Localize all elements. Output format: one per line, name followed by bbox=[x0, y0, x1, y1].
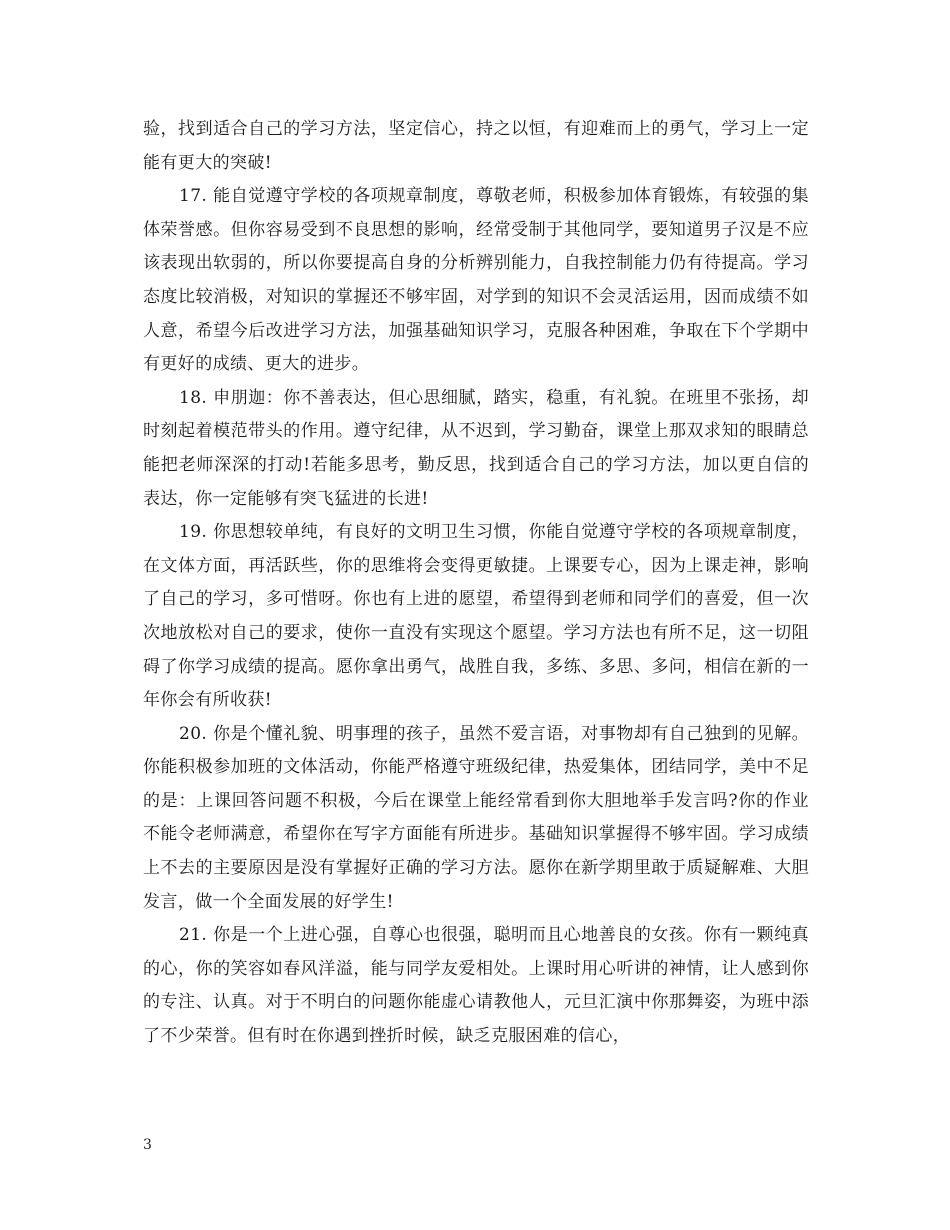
page-body bbox=[143, 113, 809, 1054]
paragraph-comment-19: 19. 你思想较单纯，有良好的文明卫生习惯，你能自觉遵守学校的各项规章制度，在文体方面，再活跃些，你的思维将会变得更敏捷。上课要专心，因为上课走神，影响了自己的学习，多可惜呀。你也有上进的愿望，希望得到老师和同学们的喜爱，但一次次地放松对自己的要求，使你一直没有实现这个愿望。学习方法也有所不足，这一切阻碍了你学习成绩的提高。愿你拿出勇气，战胜自我，多练、多思、多问，相信在新的一年你会有所收获! bbox=[143, 522, 809, 711]
paragraph-comment-17: 17. 能自觉遵守学校的各项规章制度，尊敬老师，积极参加体育锻炼，有较强的集体荣誉感。但你容易受到不良思想的影响，经常受制于其他同学，要知道男子汉是不应该表现出软弱的，所以你要提高自身的分析辨别能力，自我控制能力仍有待提高。学习态度比较消极，对知识的掌握还不够牢固，对学到的知识不会灵活运用，因而成绩不如人意，希望今后改进学习方法，加强基础知识学习，克服各种困难，争取在下个学期中有更好的成绩、更大的进步。 bbox=[143, 186, 809, 375]
paragraph-comment-20: 20. 你是个懂礼貌、明事理的孩子，虽然不爱言语，对事物却有自己独到的见解。你能积极参加班的文体活动，你能严格遵守班级纪律，热爱集体，团结同学，美中不足的是：上课回答问题不积极，今后在课堂上能经常看到你大胆地举手发言吗?你的作业不能令老师满意，希望你在写字方面能有所进步。基础知识掌握得不够牢固。学习成绩上不去的主要原因是没有掌握好正确的学习方法。愿你在新学期里敢于质疑解难、大胆发言，做一个全面发展的好学生! bbox=[143, 723, 809, 912]
page-number: 3 bbox=[143, 1137, 152, 1153]
paragraph-comment-21: 21. 你是一个上进心强，自尊心也很强，聪明而且心地善良的女孩。你有一颗纯真的心，你的笑容如春风洋溢，能与同学友爱相处。上课时用心听讲的神情，让人感到你的专注、认真。对于不明白的问题你能虚心请教他人，元旦汇演中你那舞姿，为班中添了不少荣誉。但有时在你遇到挫折时候，缺乏克服困难的信心， bbox=[143, 925, 809, 1047]
paragraph-continuation: 验，找到适合自己的学习方法，坚定信心，持之以恒，有迎难而上的勇气，学习上一定能有更大的突破! bbox=[143, 119, 809, 173]
paragraph-comment-18: 18. 申朋迦：你不善表达，但心思细腻，踏实，稳重，有礼貌。在班里不张扬，却时刻起着模范带头的作用。遵守纪律，从不迟到，学习勤奋，课堂上那双求知的眼睛总能把老师深深的打动!若能多思考，勤反思，找到适合自己的学习方法，加以更自信的表达，你一定能够有突飞猛进的长进! bbox=[143, 387, 809, 509]
